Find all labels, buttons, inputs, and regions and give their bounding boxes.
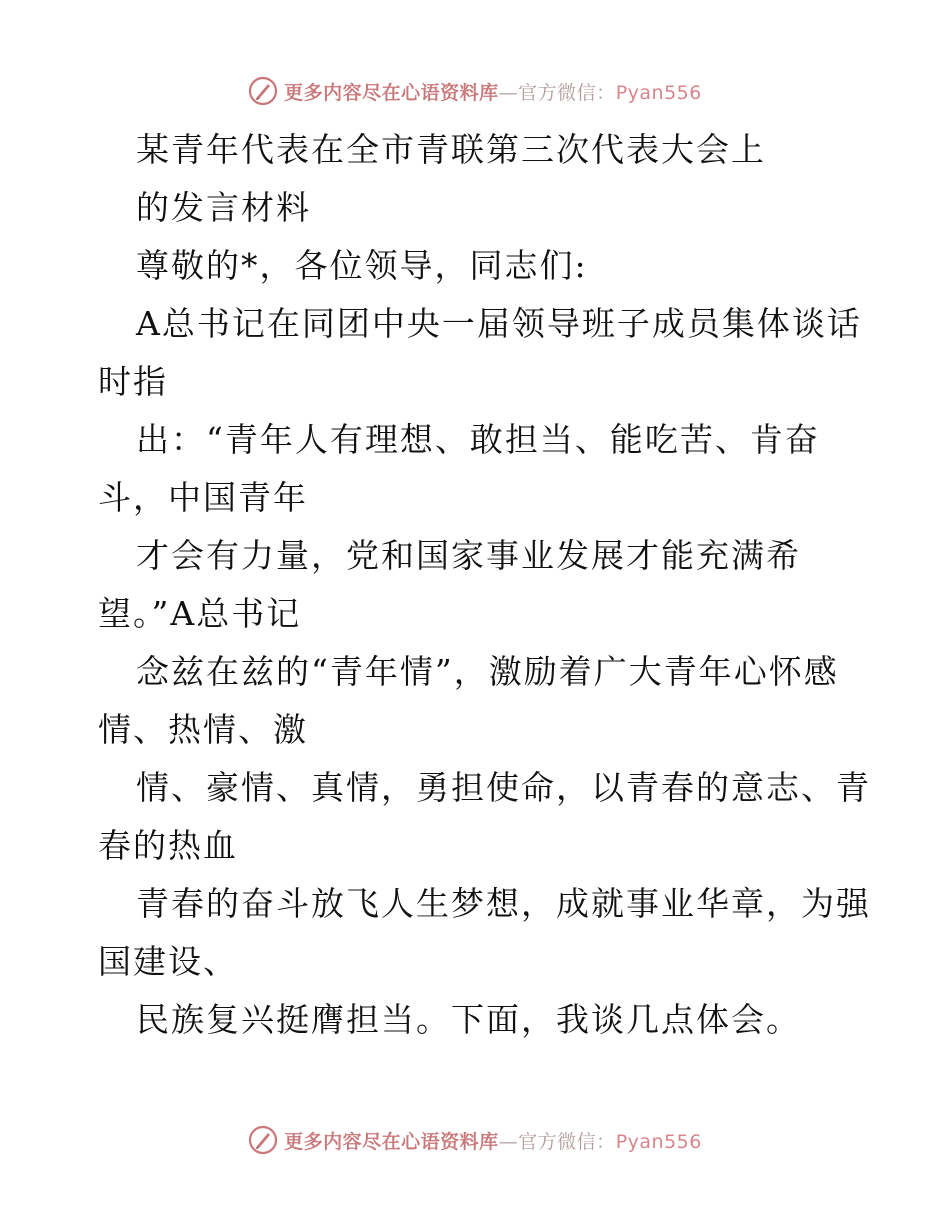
footer-watermark-text: [284, 1127, 702, 1154]
watermark-site-name: 更多内容尽在心语资料库: [284, 81, 499, 104]
document-line: 春的热血: [98, 826, 238, 865]
document-line: 国建设、: [98, 942, 238, 981]
document-line: 尊敬的*，各位领导，同志们:: [136, 246, 588, 285]
document-line: 望。”A总书记: [98, 594, 302, 633]
document-line: 某青年代表在全市青联第三次代表大会上: [136, 130, 766, 169]
document-line: 念兹在兹的“青年情”，激励着广大青年心怀感: [136, 652, 839, 691]
header-watermark-banner: [0, 73, 950, 109]
watermark-account: Pyan556: [615, 1130, 702, 1153]
footer-watermark-banner: [0, 1122, 950, 1158]
document-line: 民族复兴挺膺担当。下面，我谈几点体会。: [136, 1000, 801, 1039]
document-line: 出：“青年人有理想、敢担当、能吃苦、肯奋: [136, 420, 820, 459]
quill-pen-circle-icon: [248, 1125, 278, 1155]
header-watermark-text: [284, 78, 702, 105]
document-line: 时指: [98, 362, 168, 401]
quill-pen-circle-icon: [248, 76, 278, 106]
document-line: A总书记在同团中央一届领导班子成员集体谈话: [136, 304, 862, 343]
watermark-dash: —: [498, 81, 519, 104]
watermark-site-name: 更多内容尽在心语资料库: [284, 1130, 499, 1153]
document-line: 斗，中国青年: [98, 478, 308, 517]
document-line: 才会有力量，党和国家事业发展才能充满希: [136, 536, 801, 575]
document-body: [98, 121, 871, 1049]
watermark-account: Pyan556: [615, 81, 702, 104]
watermark-dash: —: [498, 1130, 519, 1153]
watermark-wechat-label: 官方微信：: [518, 1130, 616, 1153]
watermark-wechat-label: 官方微信：: [518, 81, 616, 104]
document-line: 情、豪情、真情，勇担使命，以青春的意志、青: [136, 768, 871, 807]
document-line: 情、热情、激: [98, 710, 308, 749]
document-line: 的发言材料: [136, 188, 311, 227]
document-line: 青春的奋斗放飞人生梦想，成就事业华章，为强: [136, 884, 871, 923]
